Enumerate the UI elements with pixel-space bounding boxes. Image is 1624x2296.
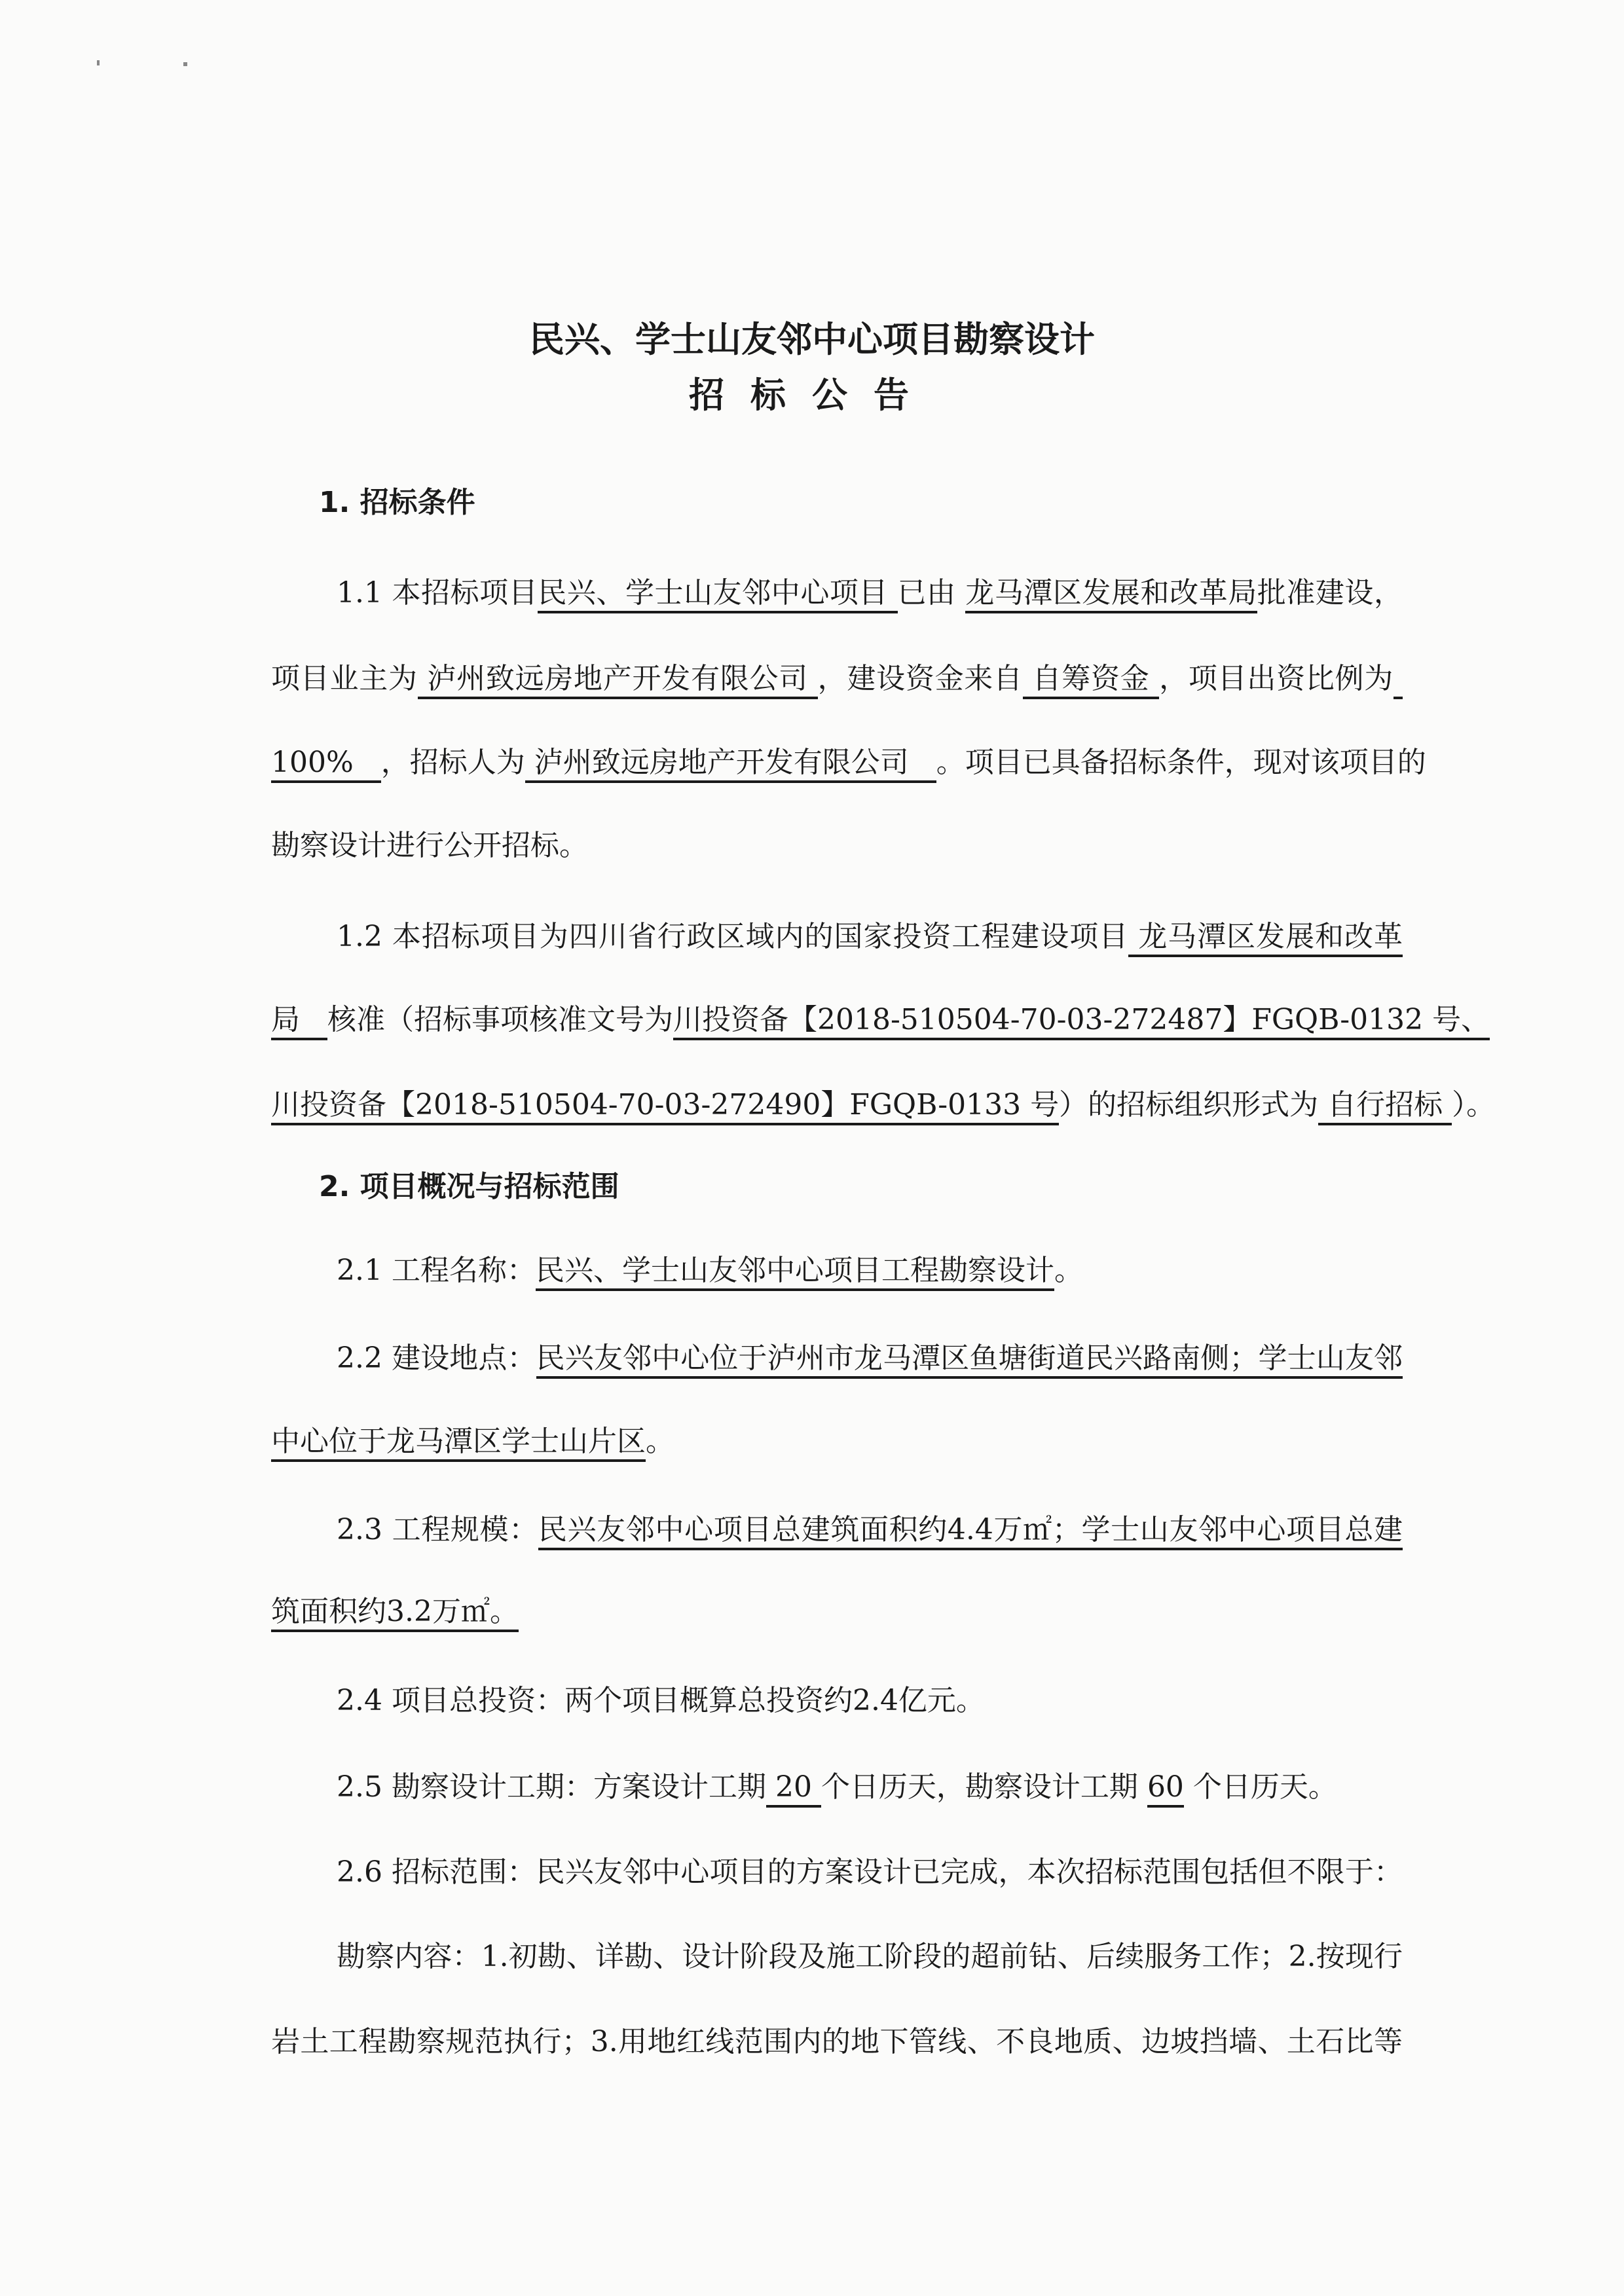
section-heading bbox=[319, 1169, 1403, 1205]
filled-field-text: 民兴、学士山友邻中心项目 bbox=[538, 576, 897, 613]
paragraph-line bbox=[337, 1340, 1403, 1377]
text-segment: 2.1 工程名称： bbox=[337, 1254, 536, 1287]
text-segment: 勘察设计进行公开招标。 bbox=[271, 829, 588, 862]
paragraph-line bbox=[271, 2024, 1403, 2060]
filled-field-text: 泸州致远房地产开发有限公司 bbox=[525, 746, 936, 783]
text-segment: 2.3 工程规模： bbox=[337, 1513, 538, 1546]
text-segment: 已由 bbox=[897, 576, 966, 610]
filled-field-text bbox=[1393, 662, 1403, 699]
text-segment: 。项目已具备招标条件，现对该项目的 bbox=[936, 746, 1426, 779]
text-segment: 2.6 招标范围：民兴友邻中心项目的方案设计已完成，本次招标范围包括但不限于： bbox=[337, 1855, 1403, 1889]
paragraph-line bbox=[337, 919, 1403, 955]
text-segment: 项目业主为 bbox=[271, 662, 418, 695]
paragraph-line bbox=[337, 1683, 1403, 1719]
scan-speck bbox=[97, 60, 100, 65]
text-segment: ）的招标组织形式为 bbox=[1059, 1088, 1319, 1121]
paragraph-line bbox=[337, 1939, 1403, 1975]
text-segment: 个日历天。 bbox=[1183, 1770, 1337, 1804]
text-segment: 批准建设， bbox=[1257, 576, 1403, 610]
text-segment: 岩土工程勘察规范执行；3.用地红线范围内的地下管线、不良地质、边坡挡墙、土石比等 bbox=[271, 2025, 1403, 2058]
text-segment: ，建设资金来自 bbox=[817, 662, 1023, 695]
paragraph-line bbox=[271, 828, 1403, 864]
filled-field-text: 局 bbox=[271, 1003, 327, 1040]
paragraph-line bbox=[337, 1769, 1403, 1806]
text-segment: 1.2 本招标项目为四川省行政区域内的国家投资工程建设项目 bbox=[337, 920, 1129, 953]
document-subtitle: 招标公告 bbox=[689, 374, 935, 416]
filled-field-text: 20 bbox=[766, 1770, 821, 1808]
filled-field-text: 100% bbox=[271, 746, 381, 783]
text-segment: 2.2 建设地点： bbox=[337, 1341, 536, 1375]
paragraph-line bbox=[337, 1512, 1403, 1548]
paragraph-line bbox=[271, 1002, 1490, 1038]
filled-field-text: 自行招标 bbox=[1318, 1088, 1452, 1125]
text-segment: 。 bbox=[1054, 1254, 1083, 1287]
text-segment: 个日历天，勘察设计工期 bbox=[821, 1770, 1147, 1804]
filled-field-text: 龙马潭区发展和改革 bbox=[1128, 920, 1403, 957]
paragraph-line bbox=[271, 1423, 1403, 1460]
filled-field-text: 龙马潭区发展和改革局 bbox=[965, 576, 1257, 613]
text-segment: ）。 bbox=[1452, 1088, 1496, 1121]
filled-field-text: 民兴友邻中心项目总建筑面积约4.4万㎡；学士山友邻中心项目总建 bbox=[538, 1513, 1403, 1550]
filled-field-text: 民兴友邻中心位于泸州市龙马潭区鱼塘街道民兴路南侧；学士山友邻 bbox=[536, 1341, 1403, 1379]
filled-field-text: 60 bbox=[1147, 1770, 1184, 1808]
document-title: 民兴、学士山友邻中心项目勘察设计 bbox=[529, 319, 1095, 360]
text-segment: 2.4 项目总投资：两个项目概算总投资约2.4亿元。 bbox=[337, 1684, 985, 1717]
filled-field-text: 川投资备【2018-510504-70-03-272487】FGQB-0132 号、 bbox=[673, 1003, 1490, 1040]
text-segment: 2. 项目概况与招标范围 bbox=[319, 1170, 619, 1203]
text-segment: 1.1 本招标项目 bbox=[337, 576, 538, 610]
text-segment: 2.5 勘察设计工期：方案设计工期 bbox=[337, 1770, 766, 1804]
paragraph-line bbox=[271, 1594, 1403, 1630]
text-segment: 勘察内容：1.初勘、详勘、设计阶段及施工阶段的超前钻、后续服务工作；2.按现行 bbox=[337, 1940, 1403, 1973]
filled-field-text: 中心位于龙马潭区学士山片区 bbox=[271, 1425, 646, 1462]
filled-field-text: 自筹资金 bbox=[1023, 662, 1159, 699]
text-segment: 1. 招标条件 bbox=[319, 486, 475, 519]
filled-field-text: 筑面积约3.2万㎡。 bbox=[271, 1595, 519, 1632]
text-segment: ，招标人为 bbox=[380, 746, 525, 779]
paragraph-line bbox=[271, 661, 1403, 697]
paragraph-line bbox=[337, 1252, 1403, 1289]
filled-field-text: 民兴、学士山友邻中心项目工程勘察设计 bbox=[536, 1254, 1054, 1291]
paragraph-line bbox=[271, 744, 1426, 781]
text-segment: 核准（招标事项核准文号为 bbox=[327, 1003, 673, 1036]
filled-field-text: 川投资备【2018-510504-70-03-272490】FGQB-0133 号 bbox=[271, 1088, 1059, 1125]
filled-field-text: 泸州致远房地产开发有限公司 bbox=[418, 662, 818, 699]
paragraph-line bbox=[337, 1854, 1403, 1891]
text-segment: ，项目出资比例为 bbox=[1159, 662, 1394, 695]
scan-speck bbox=[183, 62, 187, 66]
text-segment: 。 bbox=[646, 1425, 674, 1458]
paragraph-line bbox=[337, 575, 1403, 611]
section-heading bbox=[319, 484, 1403, 521]
paragraph-line bbox=[271, 1087, 1496, 1123]
